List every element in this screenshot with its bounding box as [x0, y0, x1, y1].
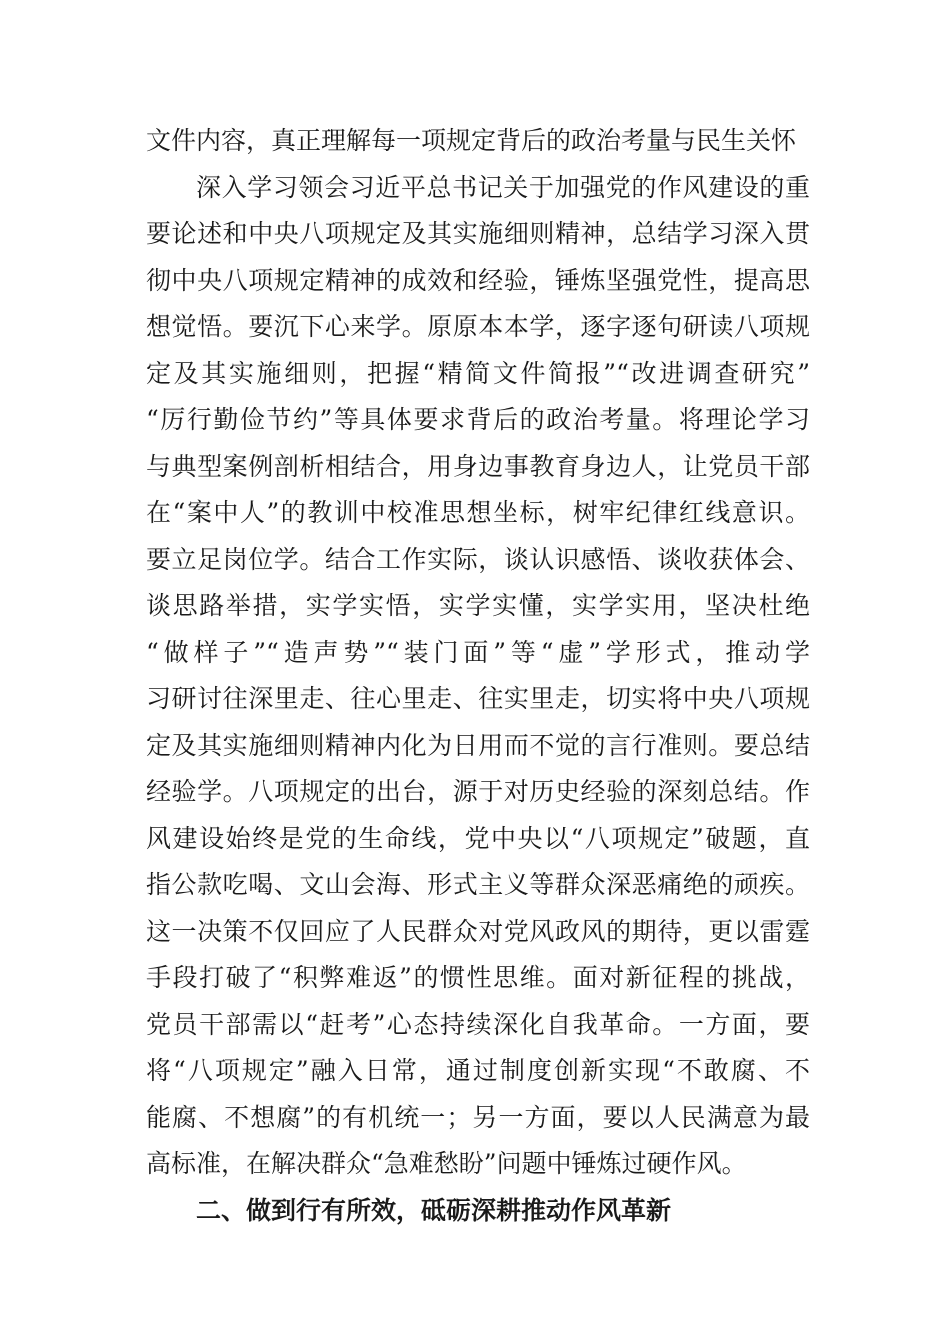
paragraph-line: 将“八项规定”融入日常，通过制度创新实现“不敢腐、不 [146, 1056, 810, 1085]
document-body [146, 118, 810, 1234]
paragraph-line: 彻中央八项规定精神的成效和经验，锤炼坚强党性，提高思 [146, 265, 810, 295]
paragraph-line: 指公款吃喝、文山会海、形式主义等群众深恶痛绝的顽疾。 [146, 870, 810, 899]
paragraph-line: 谈思路举措，实学实悟，实学实懂，实学实用，坚决杜绝 [146, 591, 810, 620]
paragraph-line: 党员干部需以“赶考”心态持续深化自我革命。一方面，要 [146, 1009, 810, 1039]
paragraph-line: 这一决策不仅回应了人民群众对党风政风的期待，更以雷霆 [146, 916, 810, 946]
paragraph-line: 想觉悟。要沉下心来学。原原本本学，逐字逐句研读八项规 [146, 312, 810, 341]
paragraph-line: 经验学。八项规定的出台，源于对历史经验的深刻总结。作 [146, 777, 810, 806]
paragraph-line: 要立足岗位学。结合工作实际，谈认识感悟、谈收获体会、 [146, 544, 810, 574]
paragraph-line: 深入学习领会习近平总书记关于加强党的作风建设的重 [196, 172, 810, 202]
paragraph-line: 定及其实施细则，把握“精简文件简报”“改进调查研究” [146, 358, 810, 388]
paragraph-line: 手段打破了“积弊难返”的惯性思维。面对新征程的挑战， [146, 963, 810, 992]
paragraph-line: 风建设始终是党的生命线，党中央以“八项规定”破题，直 [146, 823, 810, 853]
paragraph-line: 高标准，在解决群众“急难愁盼”问题中锤炼过硬作风。 [146, 1149, 747, 1178]
paragraph-line: 在“案中人”的教训中校准思想坐标，树牢纪律红线意识。 [146, 498, 810, 527]
paragraph-line: 文件内容，真正理解每一项规定背后的政治考量与民生关怀 [146, 126, 797, 155]
paragraph-line: “厉行勤俭节约”等具体要求背后的政治考量。将理论学习 [146, 405, 810, 434]
paragraph-line: “做样子”“造声势”“装门面”等“虚”学形式，推动学 [146, 637, 810, 667]
paragraph-line: 要论述和中央八项规定及其实施细则精神，总结学习深入贯 [146, 219, 810, 248]
paragraph-line: 与典型案例剖析相结合，用身边事教育身边人，让党员干部 [146, 451, 810, 481]
paragraph-line: 习研讨往深里走、往心里走、往实里走，切实将中央八项规 [146, 684, 810, 713]
section-heading: 二、做到行有所效，砥砺深耕推动作风革新 [196, 1195, 672, 1225]
paragraph-line: 定及其实施细则精神内化为日用而不觉的言行准则。要总结 [146, 730, 810, 760]
paragraph-line: 能腐、不想腐”的有机统一；另一方面，要以人民满意为最 [146, 1102, 810, 1132]
